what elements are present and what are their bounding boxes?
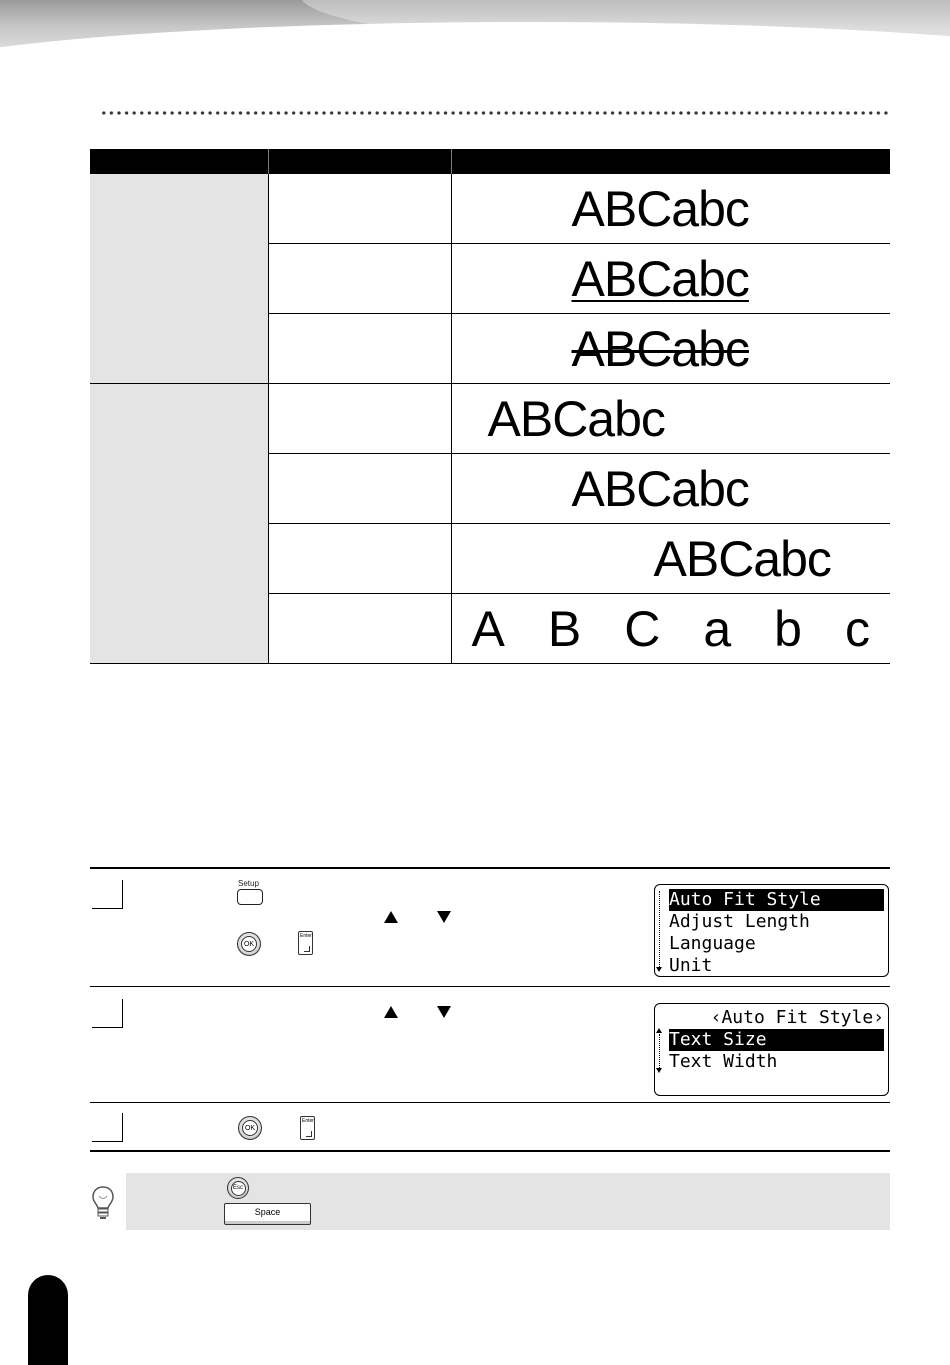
lcd-menu-item: Adjust Length xyxy=(669,911,810,932)
sample-text-justify xyxy=(471,600,871,657)
sample-cell xyxy=(451,594,890,664)
sample-text-strikethrough: ABCabc xyxy=(571,320,749,377)
sample-text-align-right: ABCabc xyxy=(653,530,831,587)
lcd-menu-title: ‹Auto Fit Style› xyxy=(710,1007,884,1028)
enter-key-icon[interactable] xyxy=(298,931,313,955)
justify-letter: a xyxy=(703,600,732,657)
lcd-auto-fit-style xyxy=(654,1003,889,1096)
enter-key-label: Enter xyxy=(300,933,312,939)
table-row xyxy=(90,384,890,454)
value-cell xyxy=(268,244,451,314)
cursor-up-icon[interactable] xyxy=(384,911,398,923)
sample-text-underline: ABCabc xyxy=(571,250,749,307)
lcd-menu-item: Text Width xyxy=(669,1051,778,1072)
scroll-down-indicator-icon xyxy=(656,1068,662,1073)
lcd-scrollbar xyxy=(659,891,660,967)
justify-letter: A xyxy=(471,600,505,657)
sample-cell xyxy=(451,314,890,384)
sample-cell xyxy=(451,244,890,314)
lcd-menu-item-selected: Text Size xyxy=(669,1029,884,1051)
table-header-attribute xyxy=(90,149,268,174)
setup-key-label: Setup xyxy=(238,879,259,888)
table-header-result xyxy=(451,149,890,174)
step-divider xyxy=(90,1102,890,1103)
lcd-scrollbar xyxy=(659,1034,660,1068)
ok-key-label: OK xyxy=(241,936,257,952)
cursor-down-icon[interactable] xyxy=(437,911,451,923)
lightbulb-icon xyxy=(92,1185,114,1221)
ok-key-icon[interactable] xyxy=(237,932,261,956)
value-cell xyxy=(268,384,451,454)
attribute-group-alignment xyxy=(90,384,268,664)
cursor-up-icon[interactable] xyxy=(384,1006,398,1018)
value-cell xyxy=(268,454,451,524)
justify-letter: C xyxy=(624,600,661,657)
attribute-group-decoration xyxy=(90,174,268,384)
header-swoosh xyxy=(0,22,950,62)
dotted-rule xyxy=(100,110,890,116)
space-key-icon[interactable]: Space xyxy=(224,1203,311,1225)
cursor-down-icon[interactable] xyxy=(437,1006,451,1018)
table-row xyxy=(90,174,890,244)
steps-bottom-rule xyxy=(90,1150,890,1152)
justify-letter: c xyxy=(844,600,870,657)
page-number-tab xyxy=(28,1275,68,1365)
table-header-value xyxy=(268,149,451,174)
sample-cell xyxy=(451,524,890,594)
scroll-down-indicator-icon xyxy=(656,967,662,972)
text-style-table xyxy=(90,149,890,664)
justify-letter: B xyxy=(547,600,582,657)
scroll-up-indicator-icon xyxy=(656,1028,662,1033)
sample-text-align-center: ABCabc xyxy=(571,460,749,517)
sample-text-align-left: ABCabc xyxy=(487,390,665,447)
step-marker-1 xyxy=(92,880,123,909)
sample-cell xyxy=(451,384,890,454)
justify-letter: b xyxy=(774,600,802,657)
sample-text-plain: ABCabc xyxy=(571,180,749,237)
esc-key-label: Esc xyxy=(231,1181,246,1196)
value-cell xyxy=(268,524,451,594)
page-header-band xyxy=(0,0,950,62)
enter-key-icon[interactable] xyxy=(300,1116,315,1140)
steps-top-rule xyxy=(90,867,890,869)
lcd-menu-item: Language xyxy=(669,933,756,954)
lcd-menu-item: Unit xyxy=(669,955,713,976)
setup-key-icon[interactable] xyxy=(237,889,263,905)
lcd-setup-menu xyxy=(654,884,889,977)
step-divider xyxy=(90,986,890,987)
value-cell xyxy=(268,594,451,664)
lcd-menu-item-selected: Auto Fit Style xyxy=(669,889,884,911)
ok-key-label: OK xyxy=(242,1120,258,1136)
enter-key-label: Enter xyxy=(302,1118,314,1124)
table-header-row xyxy=(90,149,890,174)
esc-key-icon[interactable] xyxy=(227,1177,249,1199)
ok-key-icon[interactable] xyxy=(238,1116,262,1140)
value-cell xyxy=(268,314,451,384)
step-marker-3 xyxy=(92,1113,123,1142)
sample-cell xyxy=(451,454,890,524)
step-marker-2 xyxy=(92,999,123,1028)
value-cell xyxy=(268,174,451,244)
sample-cell xyxy=(451,174,890,244)
